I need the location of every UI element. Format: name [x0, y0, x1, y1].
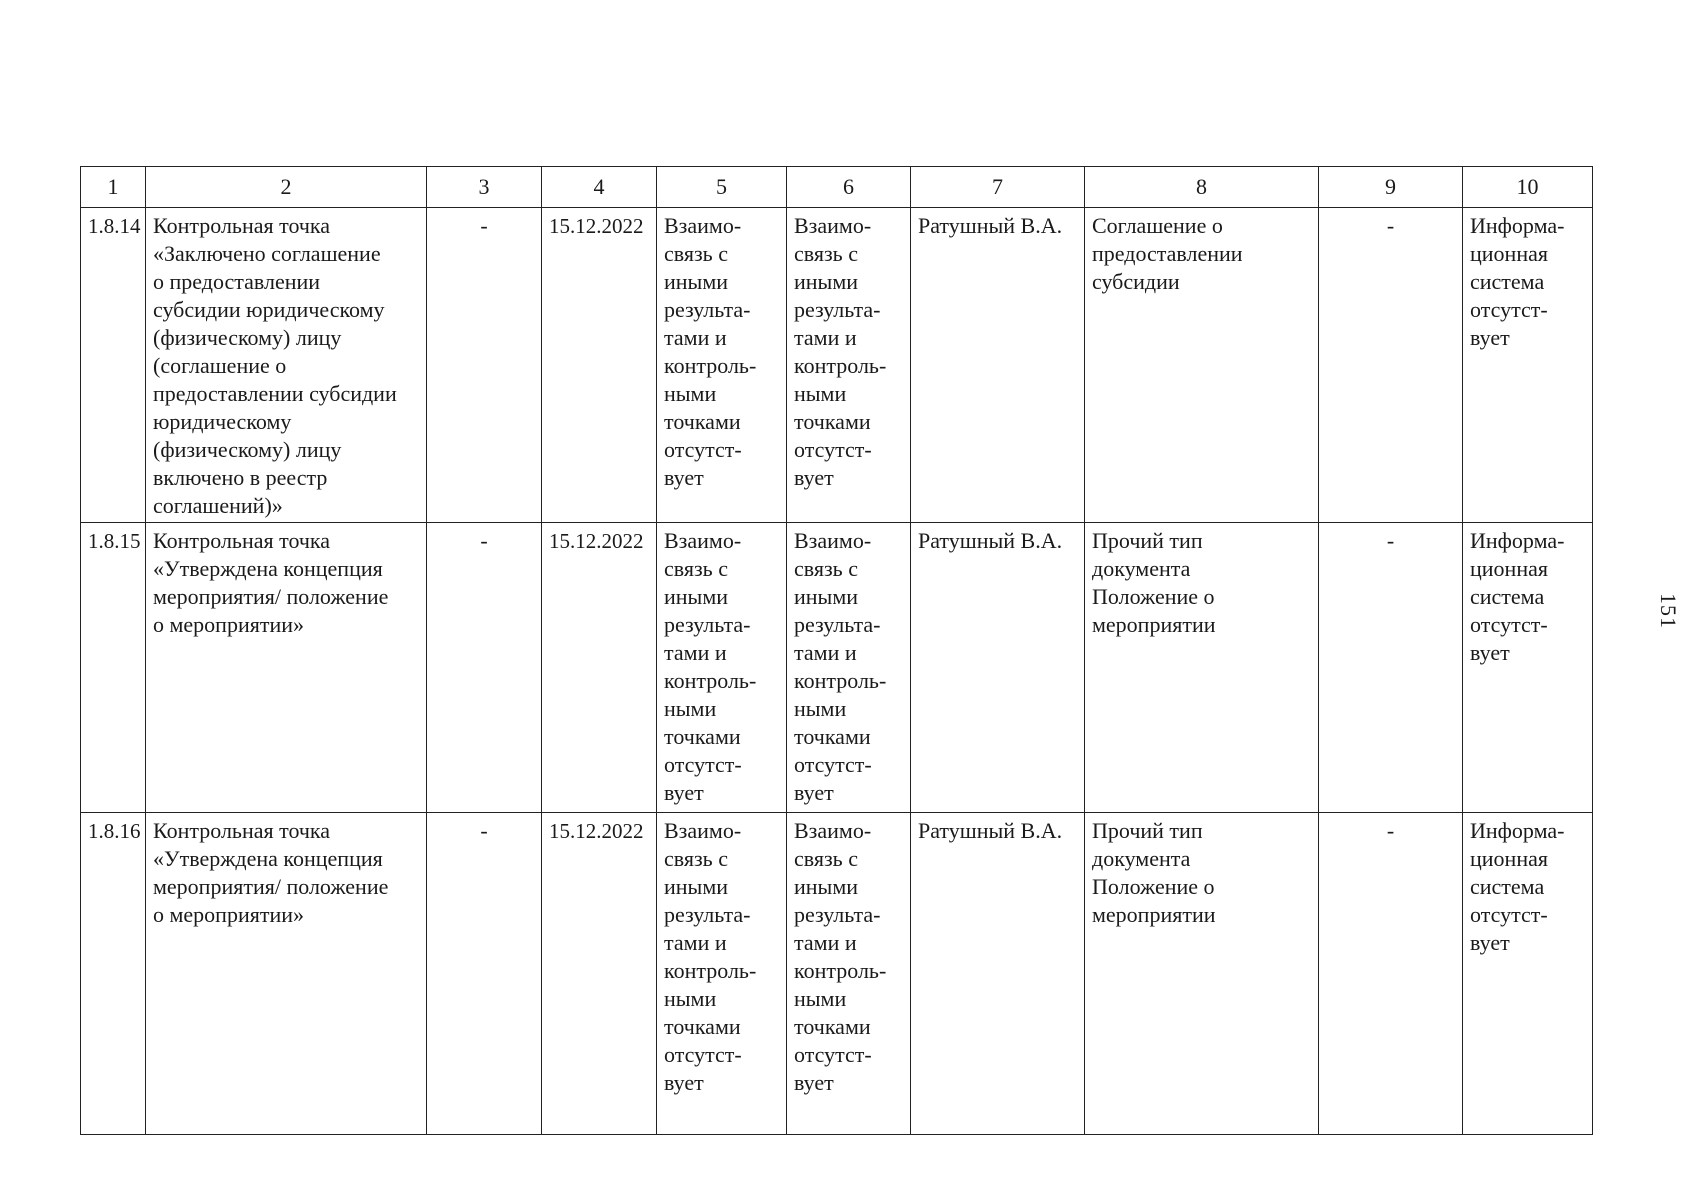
- relation-cell-5: Взаимо- связь с иными результа- тами и контроль- ными точками отсутст- вует: [657, 813, 787, 1135]
- header-row: [81, 167, 1593, 208]
- column-3-value: -: [427, 208, 542, 523]
- responsible-person: Ратушный В.А.: [911, 208, 1085, 523]
- responsible-person: Ратушный В.А.: [911, 813, 1085, 1135]
- header-cell-5: 5: [657, 167, 787, 208]
- control-point-name: Контрольная точка «Заключено соглашение о предоставлении субсидии юридическому (физическому) лицу (соглашение о предоставлении субсидии юридическому (физическому) лицу включено в реестр соглашений)»: [146, 208, 427, 523]
- control-point-name: Контрольная точка «Утверждена концепция мероприятия/ положение о мероприятии»: [146, 523, 427, 813]
- column-3-value: -: [427, 813, 542, 1135]
- document-type: Прочий тип документа Положение о мероприятии: [1085, 523, 1319, 813]
- information-system: Информа- ционная система отсутст- вует: [1463, 523, 1593, 813]
- column-9-value: -: [1319, 813, 1463, 1135]
- header-cell-2: 2: [146, 167, 427, 208]
- document-type: Соглашение о предоставлении субсидии: [1085, 208, 1319, 523]
- column-9-value: -: [1319, 523, 1463, 813]
- control-points-table: [80, 166, 1593, 1135]
- relation-cell-5: Взаимо- связь с иными результа- тами и контроль- ными точками отсутст- вует: [657, 523, 787, 813]
- relation-cell-6: Взаимо- связь с иными результа- тами и контроль- ными точками отсутст- вует: [787, 523, 911, 813]
- header-cell-7: 7: [911, 167, 1085, 208]
- table-row: [81, 813, 1593, 1135]
- information-system: Информа- ционная система отсутст- вует: [1463, 208, 1593, 523]
- information-system: Информа- ционная система отсутст- вует: [1463, 813, 1593, 1135]
- relation-cell-5: Взаимо- связь с иными результа- тами и контроль- ными точками отсутст- вует: [657, 208, 787, 523]
- row-number: 1.8.14: [81, 208, 146, 523]
- responsible-person: Ратушный В.А.: [911, 523, 1085, 813]
- column-9-value: -: [1319, 208, 1463, 523]
- row-number: 1.8.15: [81, 523, 146, 813]
- page-number: 151: [1656, 593, 1681, 629]
- column-3-value: -: [427, 523, 542, 813]
- header-cell-10: 10: [1463, 167, 1593, 208]
- document-type: Прочий тип документа Положение о мероприятии: [1085, 813, 1319, 1135]
- control-point-name: Контрольная точка «Утверждена концепция мероприятия/ положение о мероприятии»: [146, 813, 427, 1135]
- row-number: 1.8.16: [81, 813, 146, 1135]
- header-cell-3: 3: [427, 167, 542, 208]
- header-cell-6: 6: [787, 167, 911, 208]
- date-cell: 15.12.2022: [542, 813, 657, 1135]
- header-cell-1: 1: [81, 167, 146, 208]
- header-cell-4: 4: [542, 167, 657, 208]
- header-cell-8: 8: [1085, 167, 1319, 208]
- date-cell: 15.12.2022: [542, 208, 657, 523]
- date-cell: 15.12.2022: [542, 523, 657, 813]
- table-row: [81, 208, 1593, 523]
- relation-cell-6: Взаимо- связь с иными результа- тами и контроль- ными точками отсутст- вует: [787, 813, 911, 1135]
- table-row: [81, 523, 1593, 813]
- relation-cell-6: Взаимо- связь с иными результа- тами и контроль- ными точками отсутст- вует: [787, 208, 911, 523]
- header-cell-9: 9: [1319, 167, 1463, 208]
